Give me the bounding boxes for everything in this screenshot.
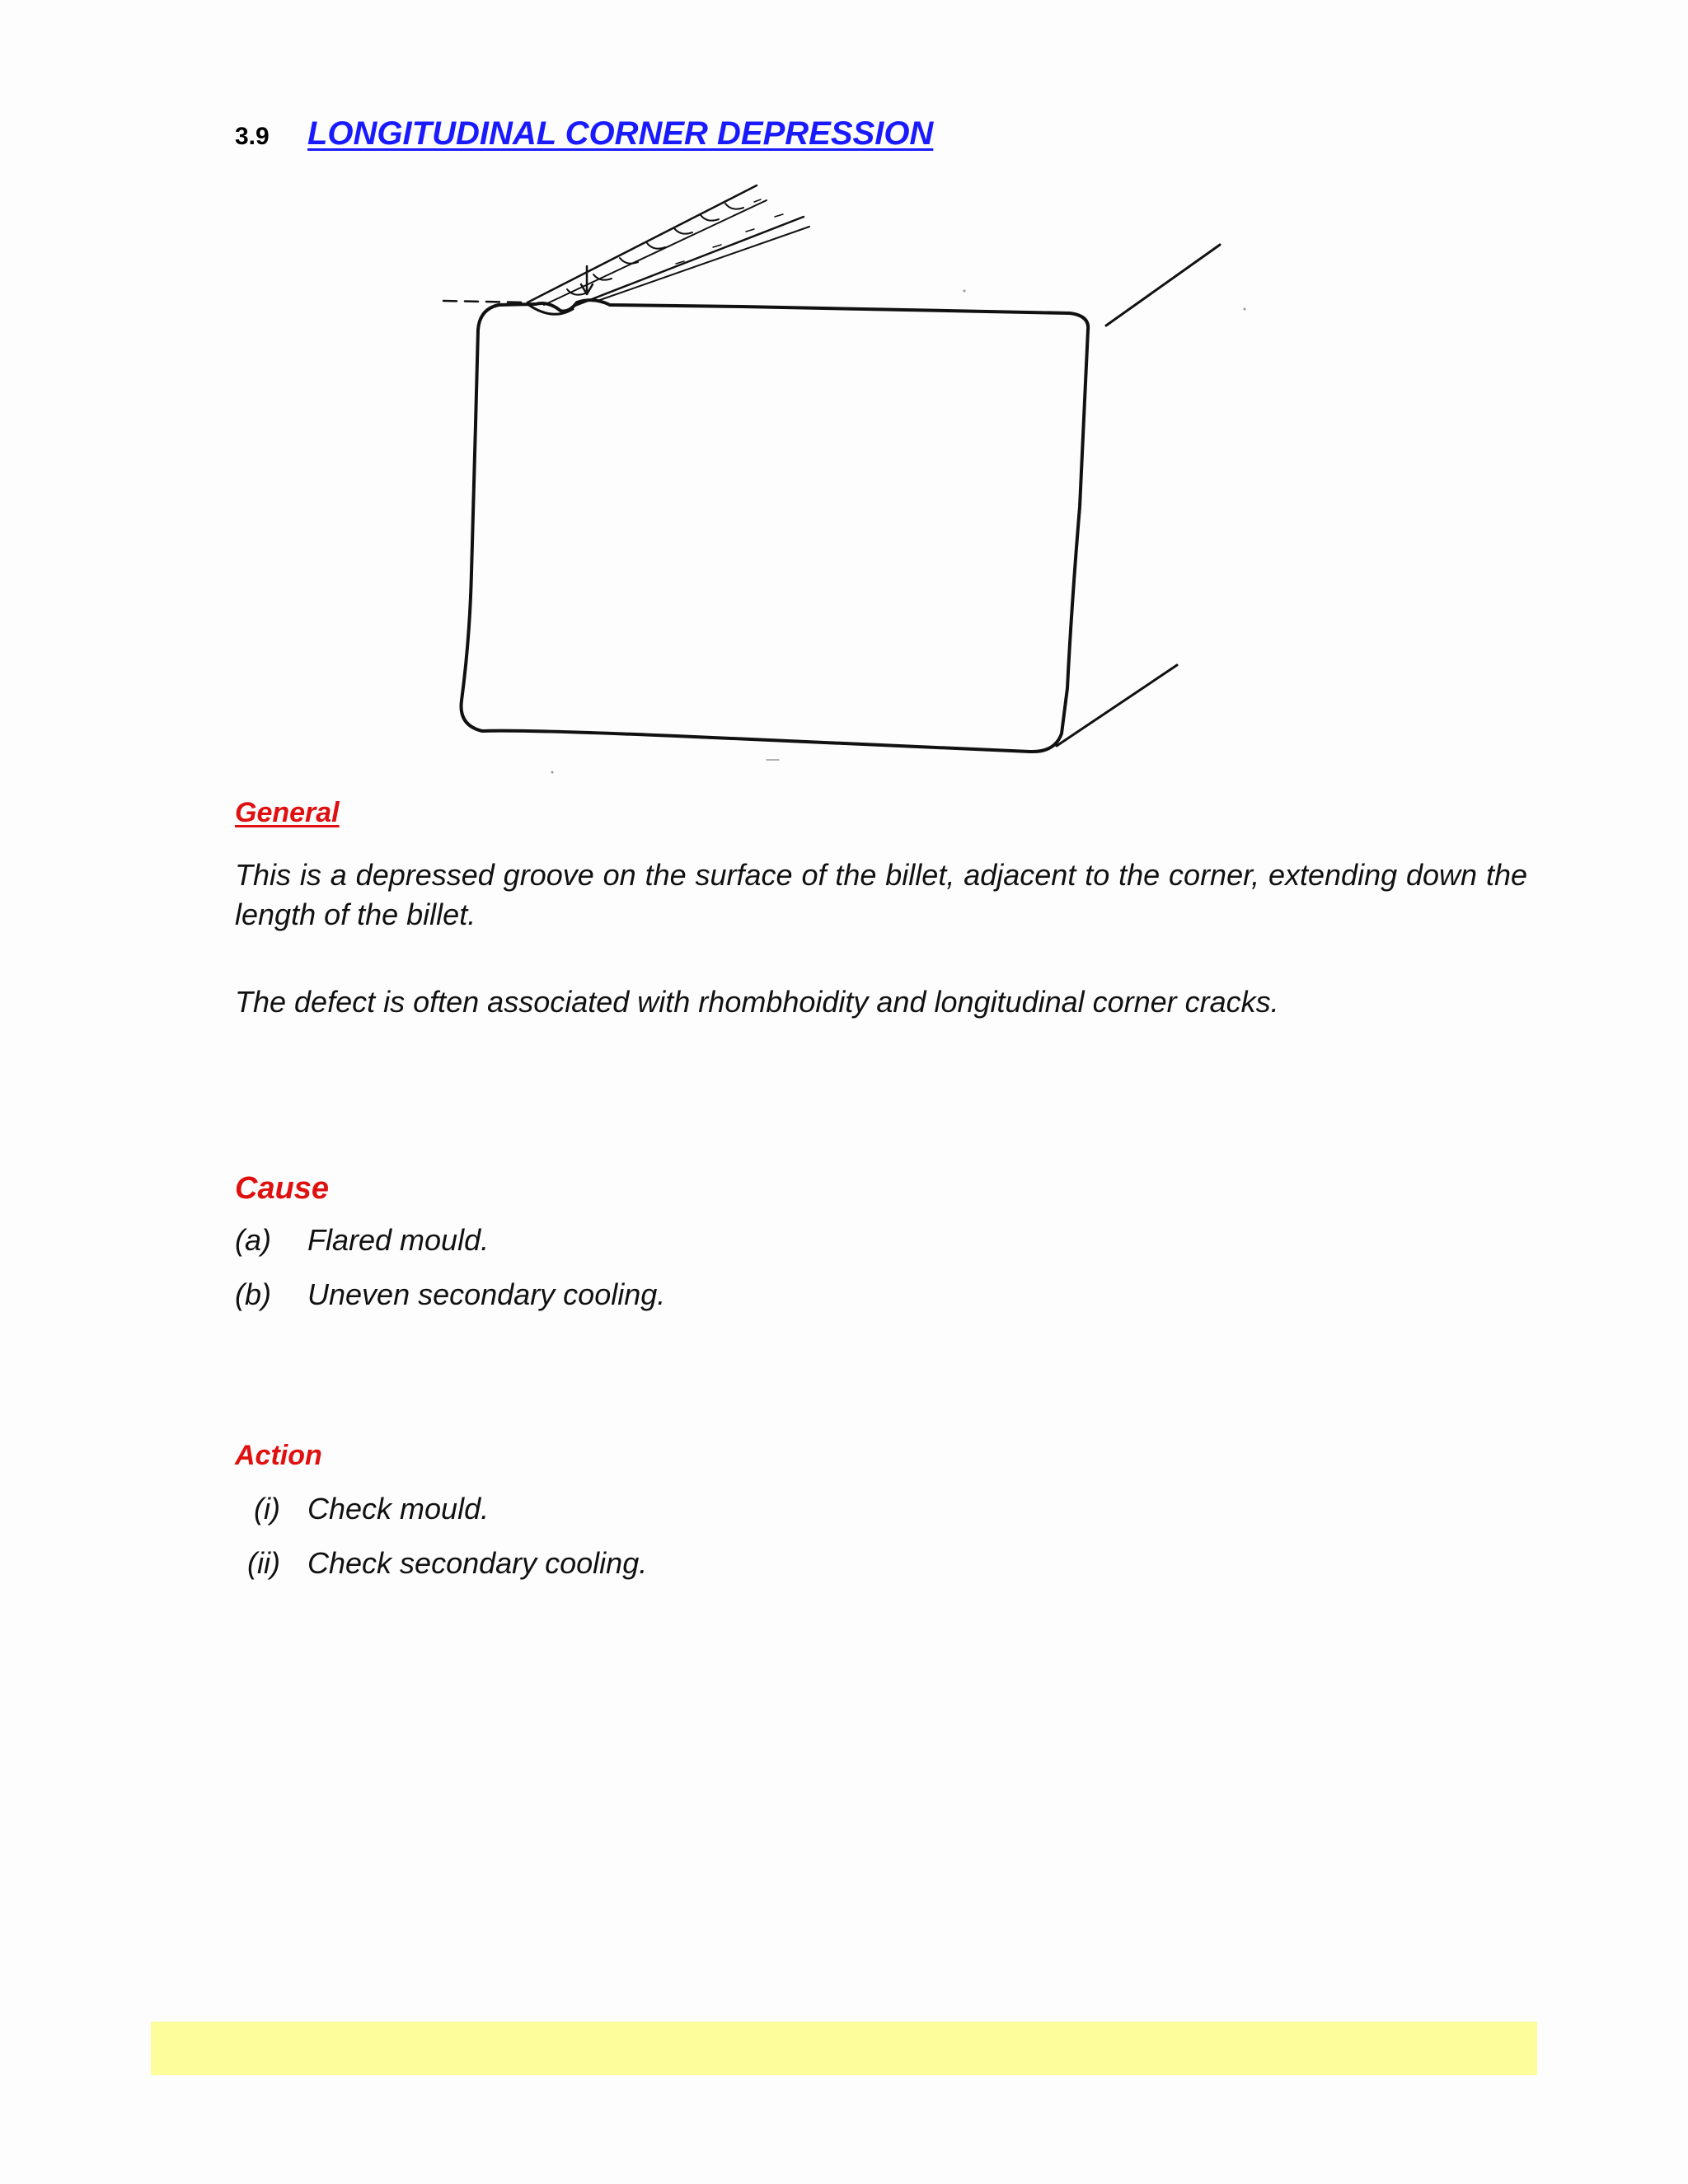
list-marker: (ii) <box>247 1546 280 1580</box>
list-item-text: Check mould. <box>307 1492 490 1526</box>
groove-mark <box>713 245 721 247</box>
list-item-text: Check secondary cooling. <box>307 1546 648 1580</box>
general-heading: General <box>235 797 340 828</box>
list-marker: (b) <box>235 1277 271 1311</box>
groove-mark <box>647 243 665 249</box>
groove-mark <box>775 214 783 217</box>
footer-highlight-band <box>151 2022 1537 2075</box>
section-number: 3.9 <box>235 123 270 150</box>
list-item-text: Uneven secondary cooling. <box>307 1277 666 1311</box>
general-paragraph-1: This is a depressed groove on the surface of the billet, adjacent to the corner, extending down the length of the billet. <box>235 858 1527 931</box>
section-heading <box>235 115 933 165</box>
groove-mark <box>725 204 743 209</box>
list-marker: (a) <box>235 1223 271 1257</box>
list-marker: (i) <box>254 1492 280 1526</box>
groove-mark <box>701 215 719 221</box>
groove-mark <box>746 229 754 232</box>
cause-heading: Cause <box>235 1171 330 1206</box>
groove-mark <box>620 258 638 264</box>
billet-front-face <box>462 300 1089 752</box>
billet-corner-depression-illustration <box>429 177 1261 787</box>
billet-bottom-right-edge <box>1057 665 1177 746</box>
section-title: LONGITUDINAL CORNER DEPRESSION <box>307 115 934 152</box>
dashed-reference-line <box>443 301 528 302</box>
list-item-text: Flared mould. <box>307 1223 490 1257</box>
groove-mark <box>754 199 761 202</box>
groove-mark <box>674 228 692 234</box>
action-heading: Action <box>235 1440 322 1471</box>
billet-top-right-edge <box>1106 245 1220 326</box>
general-paragraph-2: The defect is often associated with rhombhoidity and longitudinal corner cracks. <box>235 985 1279 1019</box>
